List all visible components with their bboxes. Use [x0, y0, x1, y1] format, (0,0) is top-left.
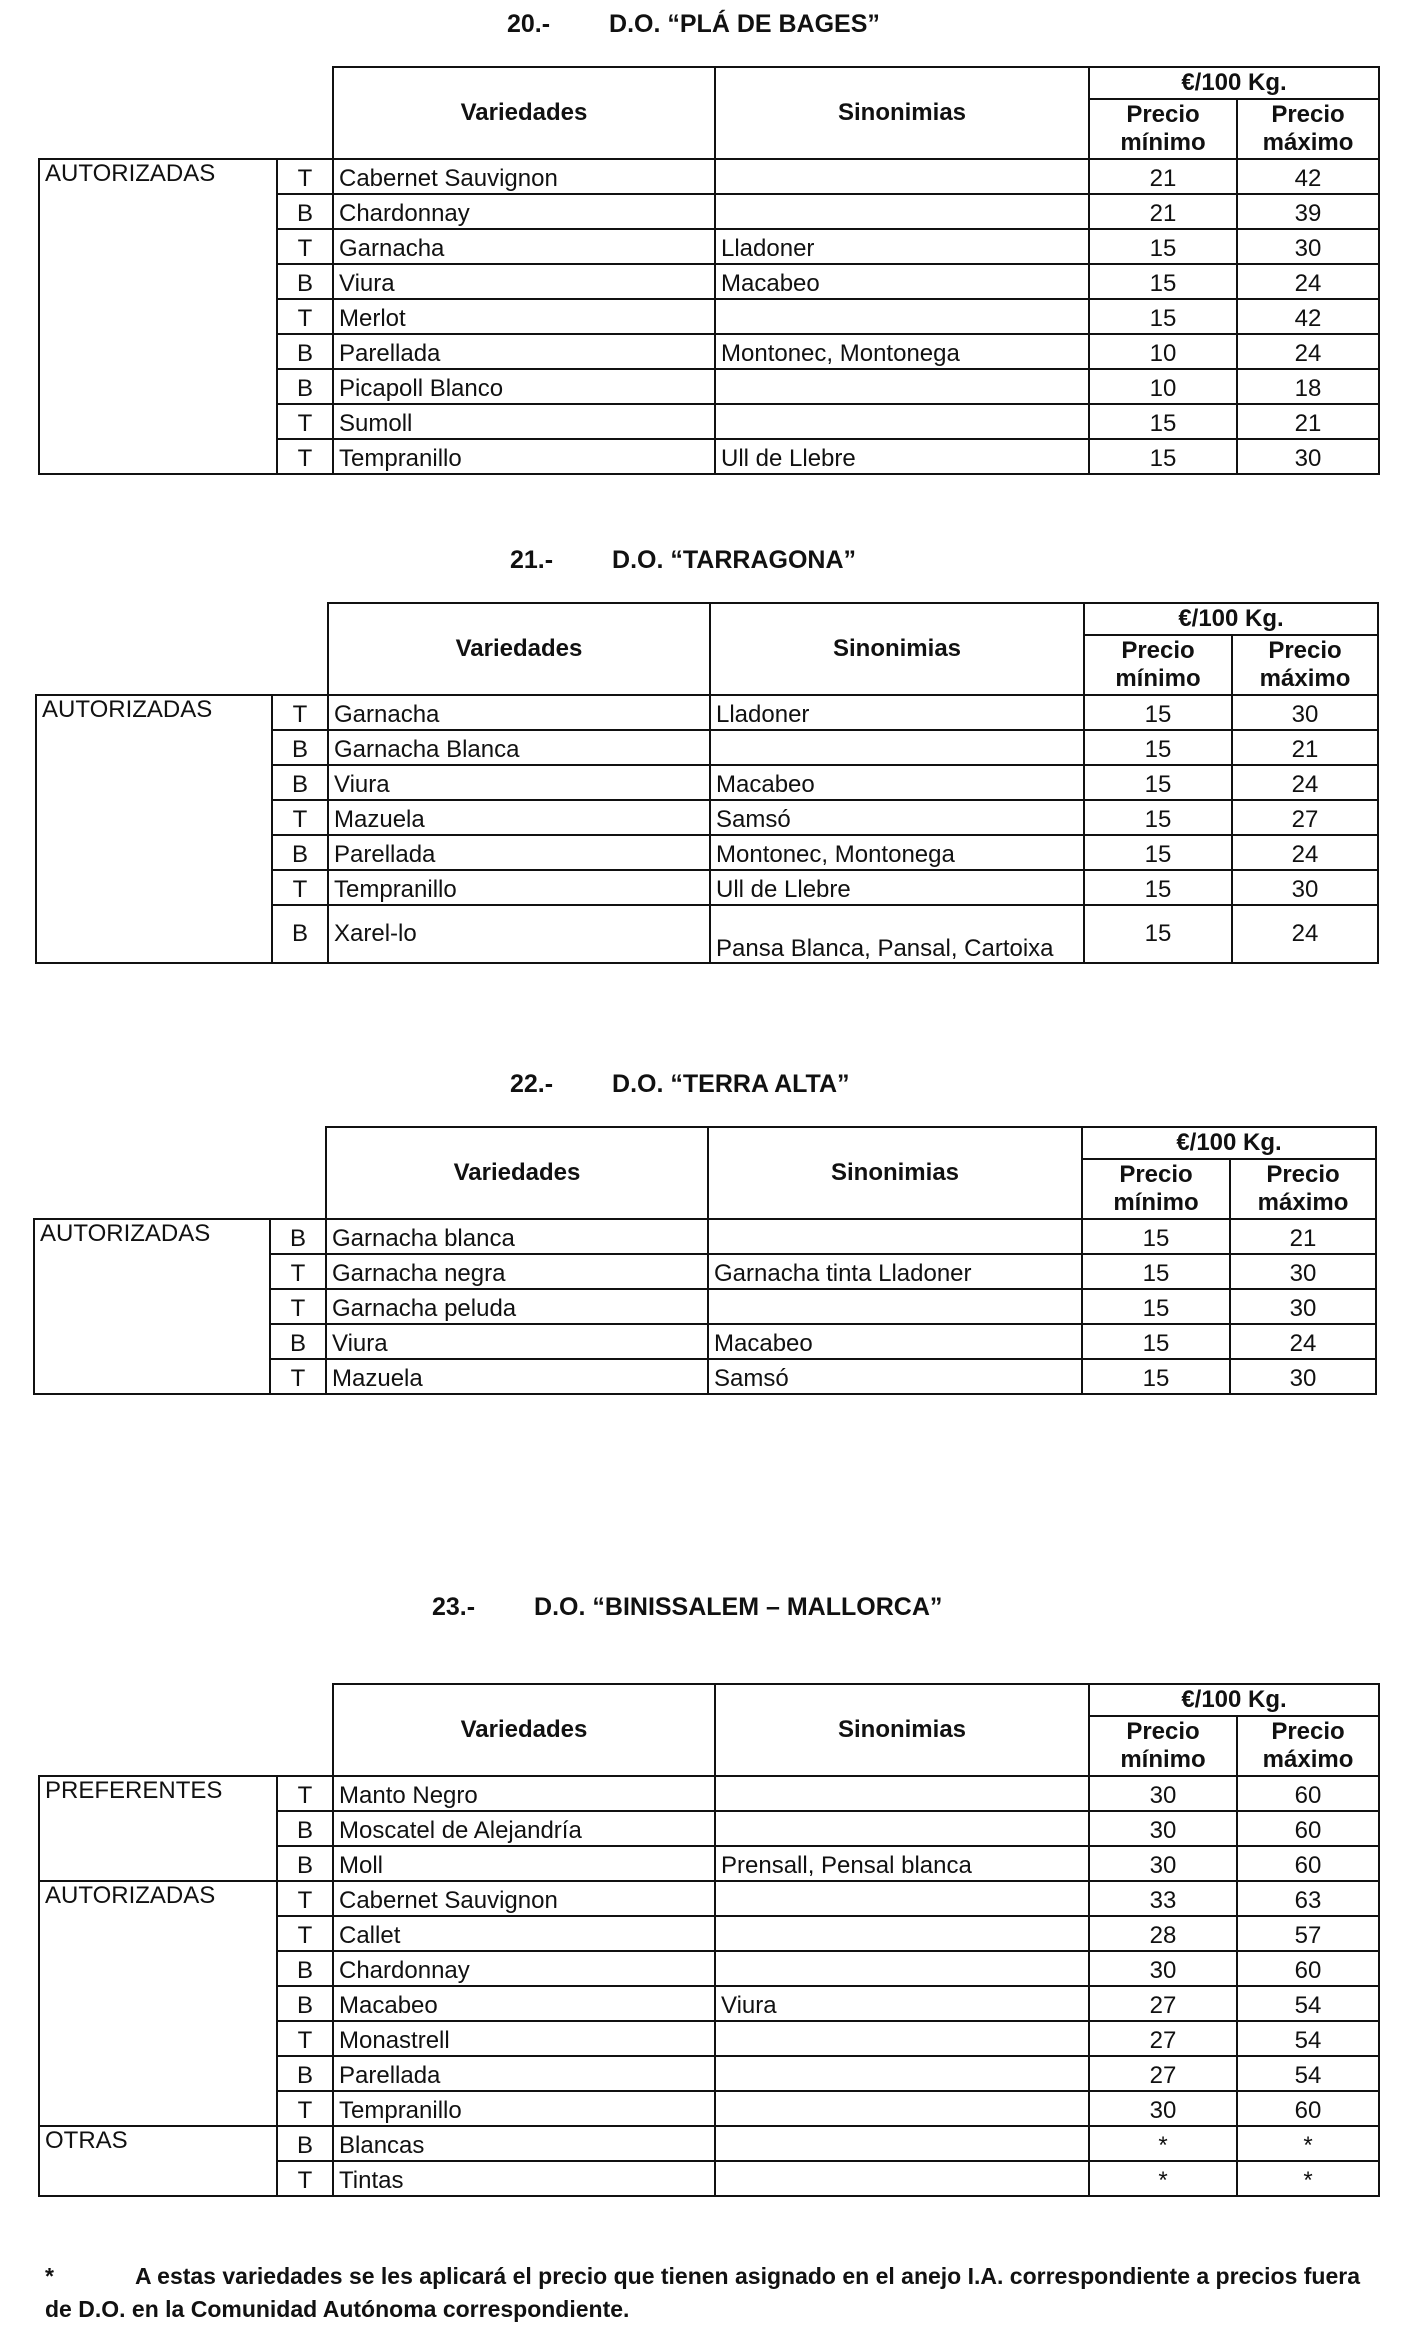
- synonyms: Viura: [715, 1986, 1089, 2021]
- price-min: 10: [1089, 369, 1237, 404]
- price-min: 28: [1089, 1916, 1237, 1951]
- color-code: B: [270, 1219, 326, 1254]
- synonyms: Ull de Llebre: [710, 870, 1084, 905]
- variety-name: Moscatel de Alejandría: [333, 1811, 715, 1846]
- section-name: D.O. “PLÁ DE BAGES”: [609, 10, 880, 38]
- synonyms: [708, 1289, 1082, 1324]
- price-max: 60: [1237, 1951, 1379, 1986]
- synonyms: Macabeo: [708, 1324, 1082, 1359]
- synonyms: Garnacha tinta Lladoner: [708, 1254, 1082, 1289]
- variety-name: Garnacha negra: [326, 1254, 708, 1289]
- price-min: 15: [1082, 1289, 1230, 1324]
- price-min: 27: [1089, 1986, 1237, 2021]
- header-blank: [39, 67, 333, 159]
- category-label: AUTORIZADAS: [34, 1219, 270, 1394]
- price-max: 54: [1237, 1986, 1379, 2021]
- price-max: 24: [1232, 835, 1378, 870]
- header-sinonimias: Sinonimias: [715, 1684, 1089, 1776]
- price-max: 60: [1237, 2091, 1379, 2126]
- header-price-unit: €/100 Kg.: [1089, 1684, 1379, 1716]
- header-row: [39, 67, 1379, 99]
- variety-name: Tempranillo: [328, 870, 710, 905]
- variety-name: Picapoll Blanco: [333, 369, 715, 404]
- header-variedades: Variedades: [326, 1127, 708, 1219]
- price-max: 60: [1237, 1846, 1379, 1881]
- synonyms: Montonec, Montonega: [710, 835, 1084, 870]
- variety-name: Moll: [333, 1846, 715, 1881]
- price-min: 21: [1089, 159, 1237, 194]
- section-number: 20.-: [507, 10, 551, 38]
- color-code: B: [277, 369, 333, 404]
- price-min: 15: [1084, 765, 1232, 800]
- synonyms: Lladoner: [715, 229, 1089, 264]
- color-code: T: [277, 2161, 333, 2196]
- price-min: 30: [1089, 1951, 1237, 1986]
- table-row: [39, 1881, 1379, 1916]
- color-code: T: [272, 870, 328, 905]
- variety-name: Chardonnay: [333, 1951, 715, 1986]
- header-sinonimias: Sinonimias: [710, 603, 1084, 695]
- price-min: 15: [1084, 730, 1232, 765]
- price-min: 15: [1082, 1324, 1230, 1359]
- color-code: B: [277, 1846, 333, 1881]
- table-row: [36, 695, 1378, 730]
- synonyms: Ull de Llebre: [715, 439, 1089, 474]
- synonyms: Pansa Blanca, Pansal, Cartoixa: [710, 905, 1084, 963]
- price-max: 21: [1232, 730, 1378, 765]
- price-max: 21: [1237, 404, 1379, 439]
- variety-name: Chardonnay: [333, 194, 715, 229]
- table-binissalem-mallorca: [38, 1683, 1380, 2197]
- header-precio-minimo: Precio mínimo: [1082, 1159, 1230, 1219]
- footnote-text: A estas variedades se les aplicará el precio que tienen asignado en el anejo I.A. correspondiente a precios fuera de D.O. en la Comunidad Autónoma correspondiente.: [45, 2263, 1361, 2322]
- price-min: 30: [1089, 1811, 1237, 1846]
- synonyms: [710, 730, 1084, 765]
- price-min: 15: [1084, 695, 1232, 730]
- price-min: 15: [1089, 229, 1237, 264]
- price-min: 30: [1089, 1846, 1237, 1881]
- category-label: PREFERENTES: [39, 1776, 277, 1881]
- header-blank: [34, 1127, 326, 1219]
- color-code: T: [277, 1776, 333, 1811]
- variety-name: Mazuela: [326, 1359, 708, 1394]
- synonyms: [715, 1776, 1089, 1811]
- price-max: 24: [1232, 905, 1378, 963]
- color-code: B: [277, 1811, 333, 1846]
- price-max: 27: [1232, 800, 1378, 835]
- synonyms: Samsó: [708, 1359, 1082, 1394]
- color-code: B: [272, 905, 328, 963]
- synonyms: Macabeo: [710, 765, 1084, 800]
- price-max: 24: [1232, 765, 1378, 800]
- color-code: T: [277, 2091, 333, 2126]
- header-variedades: Variedades: [333, 67, 715, 159]
- synonyms: [715, 1811, 1089, 1846]
- price-max: 24: [1230, 1324, 1376, 1359]
- color-code: T: [277, 404, 333, 439]
- variety-name: Mazuela: [328, 800, 710, 835]
- synonyms: Prensall, Pensal blanca: [715, 1846, 1089, 1881]
- color-code: B: [277, 1986, 333, 2021]
- color-code: B: [272, 835, 328, 870]
- price-max: 24: [1237, 264, 1379, 299]
- section-title-23: [432, 1593, 942, 1622]
- synonyms: [708, 1219, 1082, 1254]
- price-max: 30: [1237, 439, 1379, 474]
- synonyms: [715, 369, 1089, 404]
- variety-name: Garnacha: [328, 695, 710, 730]
- synonyms: [715, 2056, 1089, 2091]
- header-row: [39, 1684, 1379, 1716]
- variety-name: Blancas: [333, 2126, 715, 2161]
- price-max: 60: [1237, 1811, 1379, 1846]
- price-min: 15: [1089, 264, 1237, 299]
- price-max: 30: [1232, 870, 1378, 905]
- synonyms: [715, 2021, 1089, 2056]
- synonyms: [715, 1916, 1089, 1951]
- synonyms: [715, 1951, 1089, 1986]
- variety-name: Tintas: [333, 2161, 715, 2196]
- price-min: 33: [1089, 1881, 1237, 1916]
- section-number: 23.-: [432, 1593, 476, 1621]
- variety-name: Viura: [333, 264, 715, 299]
- variety-name: Garnacha blanca: [326, 1219, 708, 1254]
- variety-name: Xarel-lo: [328, 905, 710, 963]
- price-min: 15: [1084, 870, 1232, 905]
- price-min: *: [1089, 2126, 1237, 2161]
- header-blank: [36, 603, 328, 695]
- synonyms: [715, 2161, 1089, 2196]
- table-row: [34, 1219, 1376, 1254]
- variety-name: Viura: [326, 1324, 708, 1359]
- color-code: T: [277, 229, 333, 264]
- variety-name: Manto Negro: [333, 1776, 715, 1811]
- color-code: B: [272, 765, 328, 800]
- price-max: *: [1237, 2161, 1379, 2196]
- section-title-21: [510, 546, 856, 575]
- color-code: T: [277, 1916, 333, 1951]
- color-code: B: [272, 730, 328, 765]
- variety-name: Macabeo: [333, 1986, 715, 2021]
- synonyms: [715, 299, 1089, 334]
- variety-name: Callet: [333, 1916, 715, 1951]
- header-sinonimias: Sinonimias: [708, 1127, 1082, 1219]
- price-min: *: [1089, 2161, 1237, 2196]
- price-min: 27: [1089, 2021, 1237, 2056]
- price-max: 42: [1237, 159, 1379, 194]
- price-min: 15: [1082, 1219, 1230, 1254]
- price-min: 15: [1084, 835, 1232, 870]
- price-min: 15: [1089, 404, 1237, 439]
- variety-name: Sumoll: [333, 404, 715, 439]
- category-label: AUTORIZADAS: [39, 1881, 277, 2126]
- color-code: B: [277, 264, 333, 299]
- price-max: 21: [1230, 1219, 1376, 1254]
- variety-name: Cabernet Sauvignon: [333, 1881, 715, 1916]
- variety-name: Merlot: [333, 299, 715, 334]
- synonyms: Montonec, Montonega: [715, 334, 1089, 369]
- header-variedades: Variedades: [328, 603, 710, 695]
- price-max: 18: [1237, 369, 1379, 404]
- header-row: [34, 1127, 1376, 1159]
- color-code: B: [277, 194, 333, 229]
- synonyms: [715, 194, 1089, 229]
- color-code: T: [277, 1881, 333, 1916]
- color-code: T: [272, 800, 328, 835]
- section-name: D.O. “BINISSALEM – MALLORCA”: [534, 1593, 943, 1621]
- footnote-marker: *: [45, 2263, 54, 2289]
- variety-name: Viura: [328, 765, 710, 800]
- header-precio-minimo: Precio mínimo: [1089, 1716, 1237, 1776]
- section-number: 22.-: [510, 1070, 554, 1098]
- header-precio-maximo: Precio máximo: [1232, 635, 1378, 695]
- variety-name: Garnacha Blanca: [328, 730, 710, 765]
- price-max: 24: [1237, 334, 1379, 369]
- header-variedades: Variedades: [333, 1684, 715, 1776]
- color-code: T: [277, 159, 333, 194]
- table-row: [39, 159, 1379, 194]
- category-label: AUTORIZADAS: [39, 159, 277, 474]
- header-blank: [39, 1684, 333, 1776]
- color-code: T: [277, 439, 333, 474]
- price-min: 15: [1089, 439, 1237, 474]
- price-min: 30: [1089, 2091, 1237, 2126]
- header-price-unit: €/100 Kg.: [1084, 603, 1378, 635]
- color-code: B: [270, 1324, 326, 1359]
- color-code: T: [270, 1289, 326, 1324]
- price-max: 63: [1237, 1881, 1379, 1916]
- price-max: 60: [1237, 1776, 1379, 1811]
- table-terra-alta: [33, 1126, 1377, 1395]
- price-max: 54: [1237, 2021, 1379, 2056]
- header-precio-minimo: Precio mínimo: [1084, 635, 1232, 695]
- color-code: T: [272, 695, 328, 730]
- synonyms: Macabeo: [715, 264, 1089, 299]
- variety-name: Cabernet Sauvignon: [333, 159, 715, 194]
- price-max: 42: [1237, 299, 1379, 334]
- header-sinonimias: Sinonimias: [715, 67, 1089, 159]
- color-code: T: [277, 299, 333, 334]
- section-title-22: [510, 1070, 850, 1099]
- variety-name: Tempranillo: [333, 2091, 715, 2126]
- price-max: 57: [1237, 1916, 1379, 1951]
- header-row: [36, 603, 1378, 635]
- price-max: 39: [1237, 194, 1379, 229]
- header-price-unit: €/100 Kg.: [1082, 1127, 1376, 1159]
- section-number: 21.-: [510, 546, 554, 574]
- price-max: 54: [1237, 2056, 1379, 2091]
- category-label: AUTORIZADAS: [36, 695, 272, 963]
- variety-name: Parellada: [333, 2056, 715, 2091]
- variety-name: Parellada: [328, 835, 710, 870]
- color-code: T: [270, 1359, 326, 1394]
- table-row: [39, 2126, 1379, 2161]
- price-min: 27: [1089, 2056, 1237, 2091]
- color-code: B: [277, 1951, 333, 1986]
- color-code: B: [277, 334, 333, 369]
- price-min: 30: [1089, 1776, 1237, 1811]
- price-max: 30: [1230, 1359, 1376, 1394]
- price-min: 15: [1089, 299, 1237, 334]
- section-name: D.O. “TERRA ALTA”: [612, 1070, 850, 1098]
- header-precio-maximo: Precio máximo: [1237, 1716, 1379, 1776]
- variety-name: Garnacha peluda: [326, 1289, 708, 1324]
- synonyms: [715, 159, 1089, 194]
- variety-name: Monastrell: [333, 2021, 715, 2056]
- header-precio-minimo: Precio mínimo: [1089, 99, 1237, 159]
- color-code: T: [277, 2021, 333, 2056]
- color-code: B: [277, 2126, 333, 2161]
- section-title-20: [507, 10, 880, 39]
- header-precio-maximo: Precio máximo: [1237, 99, 1379, 159]
- footnote: [45, 2260, 1365, 2326]
- variety-name: Parellada: [333, 334, 715, 369]
- price-max: 30: [1230, 1289, 1376, 1324]
- table-tarragona: [35, 602, 1379, 964]
- color-code: T: [270, 1254, 326, 1289]
- synonyms: [715, 2091, 1089, 2126]
- variety-name: Garnacha: [333, 229, 715, 264]
- category-label: OTRAS: [39, 2126, 277, 2196]
- synonyms: Lladoner: [710, 695, 1084, 730]
- price-min: 10: [1089, 334, 1237, 369]
- section-name: D.O. “TARRAGONA”: [612, 546, 857, 574]
- price-max: 30: [1230, 1254, 1376, 1289]
- price-max: 30: [1232, 695, 1378, 730]
- price-min: 15: [1082, 1254, 1230, 1289]
- synonyms: [715, 1881, 1089, 1916]
- price-min: 15: [1084, 800, 1232, 835]
- price-min: 15: [1082, 1359, 1230, 1394]
- header-precio-maximo: Precio máximo: [1230, 1159, 1376, 1219]
- table-row: [39, 1776, 1379, 1811]
- price-max: *: [1237, 2126, 1379, 2161]
- header-price-unit: €/100 Kg.: [1089, 67, 1379, 99]
- price-max: 30: [1237, 229, 1379, 264]
- synonyms: [715, 404, 1089, 439]
- synonyms: Samsó: [710, 800, 1084, 835]
- synonyms: [715, 2126, 1089, 2161]
- color-code: B: [277, 2056, 333, 2091]
- table-pla-de-bages: [38, 66, 1380, 475]
- price-min: 21: [1089, 194, 1237, 229]
- variety-name: Tempranillo: [333, 439, 715, 474]
- price-min: 15: [1084, 905, 1232, 963]
